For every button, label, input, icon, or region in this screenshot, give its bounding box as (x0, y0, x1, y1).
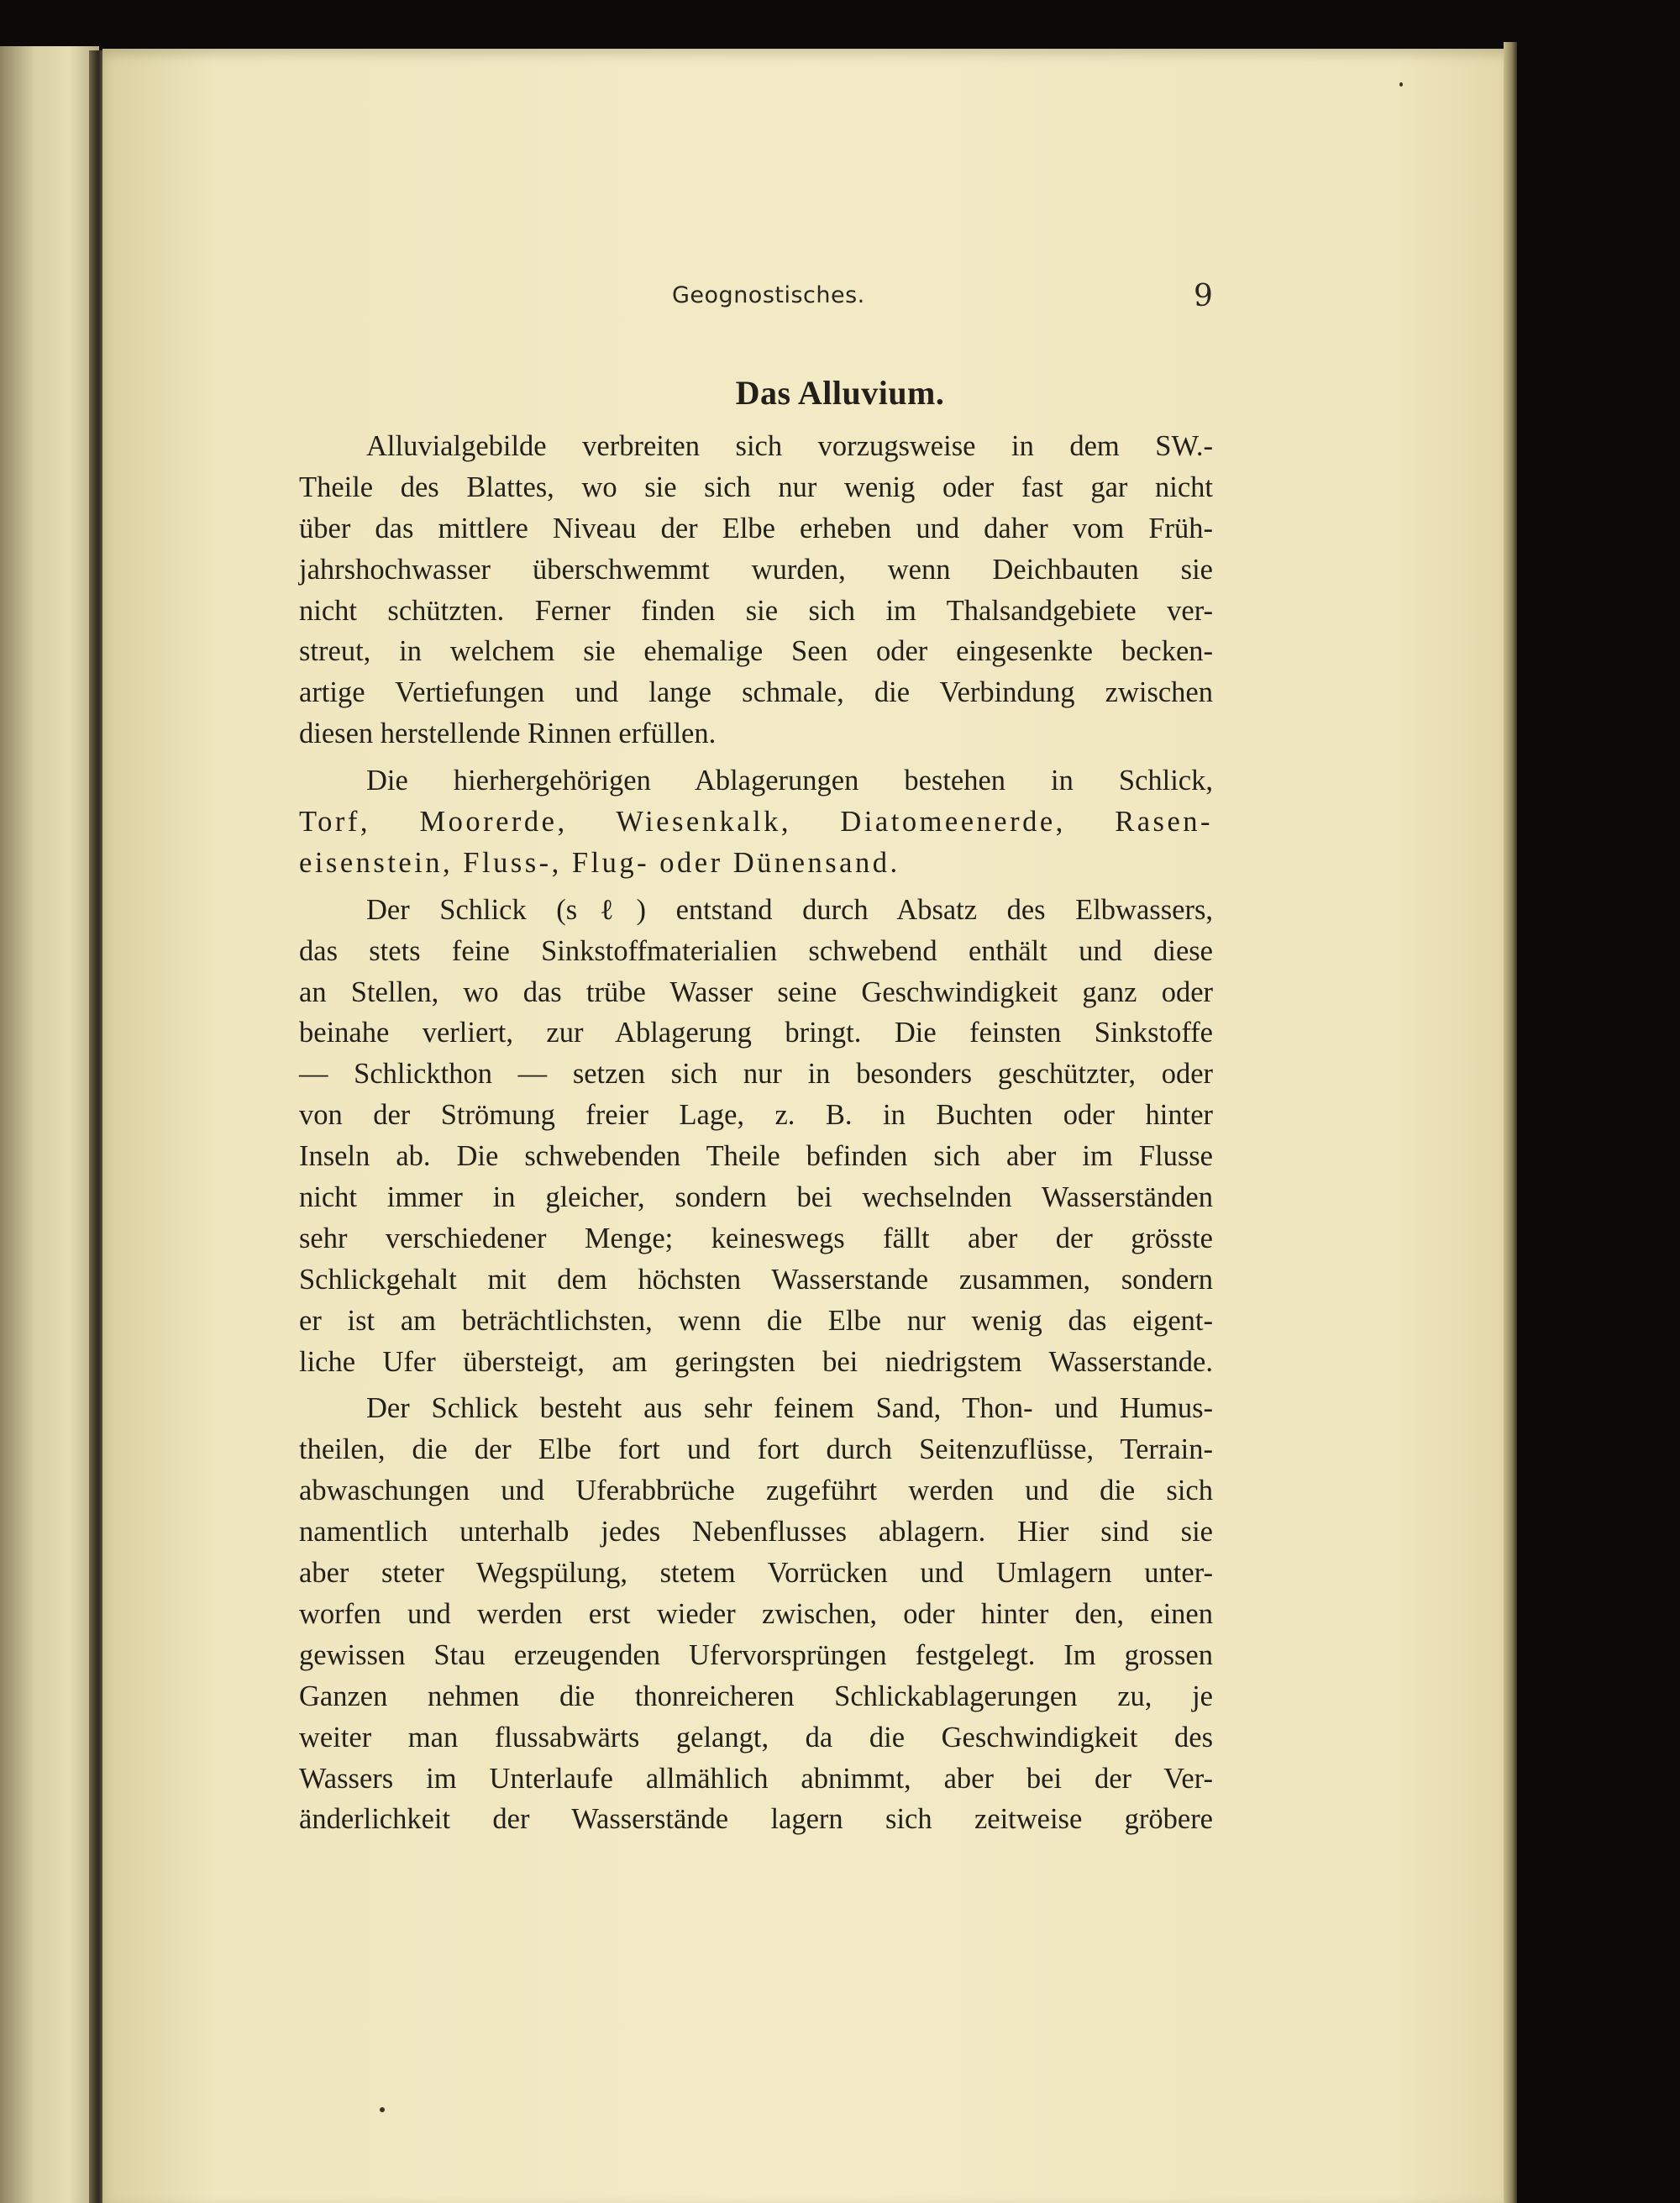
text-line: eisenstein, Fluss-, Flug- oder Dünensand. (299, 846, 900, 879)
text-line: gewissen Stau erzeugenden Ufervorsprüngen festgelegt. Im grossen (299, 1638, 1213, 1671)
text-line: aber steter Wegspülung, stetem Vorrücken und Umlagern unter- (299, 1557, 1213, 1590)
paper-speck (1399, 82, 1403, 87)
text-line: nicht schützten. Ferner finden sie sich im Thalsandgebiete ver- (299, 594, 1213, 627)
text-line: nicht immer in gleicher, sondern bei wechselnden Wasserständen (299, 1181, 1213, 1214)
text-line: Ganzen nehmen die thonreicheren Schlickablagerungen zu, je (299, 1680, 1213, 1712)
text-line: diesen herstellende Rinnen erfüllen. (299, 718, 717, 750)
text-line: Wassers im Unterlaufe allmählich abnimmt, aber bei der Ver- (299, 1762, 1213, 1795)
text-line: sehr verschiedener Menge; keineswegs fällt aber der grösste (299, 1222, 1213, 1254)
text-line: Die hierhergehörigen Ablagerungen bestehen in Schlick, (366, 765, 1213, 797)
page-number: 9 (1194, 279, 1213, 313)
text-line: jahrshochwasser überschwemmt wurden, wenn Deichbauten sie (299, 553, 1213, 586)
text-line: Der Schlick (sℓ) entstand durch Absatz des Elbwassers, (366, 893, 1213, 926)
text-line: theilen, die der Elbe fort und fort durch Seitenzuflüsse, Terrain- (299, 1433, 1213, 1466)
text-line: beinahe verliert, zur Ablagerung bringt. Die feinsten Sinkstoffe (299, 1017, 1213, 1049)
text-line: änderlichkeit der Wasserstände lagern sich zeitweise gröbere (299, 1803, 1213, 1836)
text-line: Der Schlick besteht aus sehr feinem Sand, Thon- und Humus- (366, 1392, 1213, 1425)
paragraph-3 (299, 890, 1213, 1383)
text-line: streut, in welchem sie ehemalige Seen oder eingesenkte becken- (299, 635, 1213, 668)
section-heading: Das Alluvium. (735, 374, 945, 412)
paragraph-2 (299, 760, 1213, 884)
text-line: an Stellen, wo das trübe Wasser seine Geschwindigkeit ganz oder (299, 975, 1213, 1008)
text-line: Inseln ab. Die schwebenden Theile befinden sich aber im Flusse (299, 1140, 1213, 1173)
text-line: namentlich unterhalb jedes Nebenflusses ablagern. Hier sind sie (299, 1516, 1213, 1548)
text-line: artige Vertiefungen und lange schmale, die Verbindung zwischen (299, 676, 1213, 709)
text-line: — Schlickthon — setzen sich nur in besonders geschützter, oder (299, 1058, 1213, 1091)
previous-page-edge (0, 46, 99, 2203)
text-line: abwaschungen und Uferabbrüche zugeführt werden und die sich (299, 1475, 1213, 1507)
text-line: worfen und werden erst wieder zwischen, oder hinter den, einen (299, 1597, 1213, 1630)
text-line: er ist am beträchtlichsten, wenn die Elbe nur wenig das eigent- (299, 1304, 1213, 1337)
text-line: Theile des Blattes, wo sie sich nur wenig oder fast gar nicht (299, 471, 1213, 503)
text-line: das stets feine Sinkstoffmaterialien schwebend enthält und diese (299, 934, 1213, 967)
text-line: Alluvialgebilde verbreiten sich vorzugsweise in dem SW.- (366, 430, 1213, 462)
paragraph-1 (299, 426, 1213, 754)
text-line: weiter man flussabwärts gelangt, da die Geschwindigkeit des (299, 1721, 1213, 1753)
paragraph-4 (299, 1388, 1213, 1840)
text-line: über das mittlere Niveau der Elbe erheben und daher vom Früh- (299, 512, 1213, 544)
text-line: von der Strömung freier Lage, z. B. in Buchten oder hinter (299, 1099, 1213, 1132)
paper-speck (380, 2107, 385, 2112)
text-line: Torf, Moorerde, Wiesenkalk, Diatomeenerde, Rasen- (299, 806, 1213, 839)
text-line: Schlickgehalt mit dem höchsten Wasserstande zusammen, sondern (299, 1263, 1213, 1296)
running-head: Geognostisches. (672, 282, 865, 308)
body-text (299, 426, 1213, 1840)
page-right-edge (1504, 42, 1517, 2203)
text-line: liche Ufer übersteigt, am geringsten bei niedrigstem Wasserstande. (299, 1345, 1213, 1378)
